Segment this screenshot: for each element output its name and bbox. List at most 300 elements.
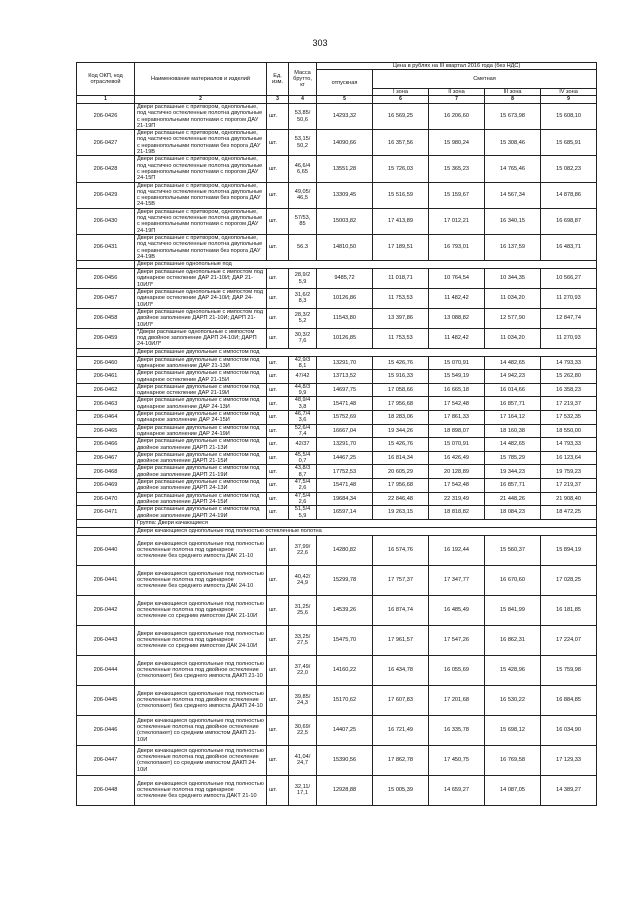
row-release-price: 14467,25 (317, 451, 373, 465)
row-unit: шт. (267, 565, 289, 595)
row-zone-1-price: 11 018,71 (373, 269, 429, 289)
row-unit: шт. (267, 685, 289, 715)
row-zone-1-price: 16 874,74 (373, 595, 429, 625)
row-zone-3-price: 12 577,90 (485, 308, 541, 328)
row-mass: 53,15/ 50,2 (289, 130, 317, 156)
group-title-body (77, 519, 597, 535)
row-code: 206-0447 (77, 745, 135, 775)
table-row (77, 424, 597, 438)
row-zone-4-price: 11 270,93 (541, 289, 597, 309)
row-zone-4-price: 16 483,71 (541, 234, 597, 260)
row-zone-4-price: 14 878,86 (541, 182, 597, 208)
row-code: 206-0469 (77, 479, 135, 493)
row-zone-3-price: 14 482,65 (485, 438, 541, 452)
row-unit: шт. (267, 625, 289, 655)
table-row (77, 104, 597, 130)
group-line-body (77, 261, 597, 269)
row-release-price: 14407,25 (317, 715, 373, 745)
row-mass: 33,25/ 27,5 (289, 625, 317, 655)
row-unit: шт. (267, 182, 289, 208)
group-line2-body (77, 348, 597, 356)
row-release-price: 11543,80 (317, 308, 373, 328)
row-zone-1-price: 15 916,33 (373, 370, 429, 384)
row-code: 206-0460 (77, 356, 135, 370)
row-name: Двери распашные двупольные с импостом под одинарное заполнение ДАР 24-15И (135, 411, 267, 425)
row-mass: 48,9/4 3,8 (289, 397, 317, 411)
row-name: Двери распашные с притвором, однопольные, под частично остекленные полотна двупольные с неравнопольными полотнами с порогом ДАУ 21-19П (135, 104, 267, 130)
row-code: 206-0461 (77, 370, 135, 384)
row-unit: шт. (267, 289, 289, 309)
row-zone-3-price: 18 084,23 (485, 506, 541, 520)
row-mass: 46,7/4 3,6 (289, 411, 317, 425)
row-zone-4-price: 17 129,33 (541, 745, 597, 775)
row-zone-1-price: 16 814,34 (373, 451, 429, 465)
row-zone-2-price: 16 426,49 (429, 451, 485, 465)
row-name: Двери распашные с притвором, однопольные, под частично остекленные полотна двупольные с неравнопольными полотнами с порогом ДАУ 24-19П (135, 208, 267, 234)
table-row (77, 383, 597, 397)
header-price-title: Цена в рублях на III квартал 2016 года (без НДС) (317, 63, 597, 70)
row-zone-3-price: 16 857,71 (485, 479, 541, 493)
row-release-price: 15475,70 (317, 625, 373, 655)
row-code: 206-0431 (77, 234, 135, 260)
row-name: Двери распашные двупольные с импостом под одинарное заполнение ДАР 24-13И (135, 397, 267, 411)
row-zone-4-price: 17 028,25 (541, 565, 597, 595)
row-zone-1-price: 17 956,68 (373, 397, 429, 411)
row-zone-3-price: 14 567,34 (485, 182, 541, 208)
row-zone-1-price: 17 413,89 (373, 208, 429, 234)
row-release-price: 15471,48 (317, 479, 373, 493)
row-zone-4-price: 15 894,19 (541, 535, 597, 565)
column-number: 1 (77, 96, 135, 104)
row-zone-2-price: 16 485,49 (429, 595, 485, 625)
row-zone-4-price: 11 270,93 (541, 328, 597, 348)
row-zone-4-price: 14 793,33 (541, 356, 597, 370)
row-zone-3-price: 14 087,05 (485, 775, 541, 805)
row-zone-4-price: 14 389,27 (541, 775, 597, 805)
row-zone-2-price: 16 206,60 (429, 104, 485, 130)
row-unit: шт. (267, 535, 289, 565)
row-release-price: 14697,75 (317, 383, 373, 397)
row-zone-1-price: 16 569,25 (373, 104, 429, 130)
row-unit: шт. (267, 411, 289, 425)
table-row (77, 565, 597, 595)
row-name: Двери качающиеся однопольные под полностью остекленные полотна под одинарное остекление без среднего импоста ДАКТ 21-10 (135, 775, 267, 805)
row-zone-1-price: 15 005,39 (373, 775, 429, 805)
row-zone-2-price: 11 482,42 (429, 289, 485, 309)
group-title: Группа: Двери качающиеся (135, 519, 597, 527)
row-release-price: 15471,48 (317, 397, 373, 411)
row-zone-1-price: 15 426,76 (373, 438, 429, 452)
column-number: 2 (135, 96, 267, 104)
row-release-price: 19684,34 (317, 492, 373, 506)
row-zone-1-price: 11 753,53 (373, 328, 429, 348)
row-zone-2-price: 17 542,48 (429, 479, 485, 493)
row-release-price: 15299,78 (317, 565, 373, 595)
row-code: 206-0462 (77, 383, 135, 397)
header-estimated-price: Сметная (373, 70, 597, 88)
row-zone-1-price: 17 058,66 (373, 383, 429, 397)
row-zone-2-price: 17 012,21 (429, 208, 485, 234)
table-row (77, 182, 597, 208)
table-row (77, 356, 597, 370)
row-mass: 47/42 (289, 370, 317, 384)
row-name: Двери распашные с притвором, однопольные, под частично остекленные полотна двупольные с неравнопольными полотнами с порогом ДАУ 24-15П (135, 156, 267, 182)
row-zone-4-price: 15 759,98 (541, 655, 597, 685)
column-number: 8 (485, 96, 541, 104)
row-zone-1-price: 16 434,78 (373, 655, 429, 685)
table-row (77, 745, 597, 775)
row-name: Двери распашные с притвором, однопольные, под частично остекленные полотна двупольные с неравнопольными полотнами без порога ДАУ 24-15В (135, 182, 267, 208)
row-code: 206-0426 (77, 104, 135, 130)
group-line-2: Двери распашные двупольные с импостом под (135, 348, 597, 356)
column-number: 4 (289, 96, 317, 104)
row-unit: шт. (267, 451, 289, 465)
row-zone-2-price: 14 659,27 (429, 775, 485, 805)
page-number: 303 (312, 38, 328, 48)
row-name: Двери распашные с притвором, однопольные, под частично остекленные полотна двупольные с неравнопольными полотнами без порога ДАУ 24-19В (135, 234, 267, 260)
row-zone-4-price: 17 219,37 (541, 397, 597, 411)
row-unit: шт. (267, 492, 289, 506)
row-unit: шт. (267, 775, 289, 805)
row-code: 206-0471 (77, 506, 135, 520)
table-row (77, 595, 597, 625)
row-release-price: 15170,62 (317, 685, 373, 715)
row-zone-2-price: 17 547,26 (429, 625, 485, 655)
table-row (77, 208, 597, 234)
row-unit: шт. (267, 208, 289, 234)
row-mass: 41,04/ 24,7 (289, 745, 317, 775)
row-zone-3-price: 16 014,66 (485, 383, 541, 397)
row-release-price: 14280,82 (317, 535, 373, 565)
row-zone-2-price: 16 793,01 (429, 234, 485, 260)
table-body-c (77, 356, 597, 519)
row-unit: шт. (267, 156, 289, 182)
row-zone-1-price: 15 426,76 (373, 356, 429, 370)
row-zone-2-price: 17 201,68 (429, 685, 485, 715)
row-zone-2-price: 15 980,24 (429, 130, 485, 156)
header-release-price: отпускная (317, 70, 373, 96)
row-unit: шт. (267, 370, 289, 384)
row-zone-2-price: 16 335,78 (429, 715, 485, 745)
row-zone-1-price: 17 961,57 (373, 625, 429, 655)
row-zone-3-price: 11 034,20 (485, 289, 541, 309)
row-name: Двери распашные двупольные с импостом под двойное заполнение ДАРП 24-15И (135, 492, 267, 506)
row-zone-2-price: 13 088,82 (429, 308, 485, 328)
row-release-price: 16597,14 (317, 506, 373, 520)
row-code: 206-0459 (77, 328, 135, 348)
row-zone-3-price: 15 841,99 (485, 595, 541, 625)
row-code: 206-0458 (77, 308, 135, 328)
header-code: Код ОКП, код отраслевой (77, 63, 135, 96)
row-zone-4-price: 14 793,33 (541, 438, 597, 452)
row-zone-3-price: 15 308,46 (485, 130, 541, 156)
row-zone-4-price: 12 847,74 (541, 308, 597, 328)
row-code: 206-0429 (77, 182, 135, 208)
row-unit: шт. (267, 269, 289, 289)
row-zone-2-price: 20 128,89 (429, 465, 485, 479)
row-unit: шт. (267, 595, 289, 625)
row-mass: 42,9/3 8,1 (289, 356, 317, 370)
row-zone-4-price: 10 566,27 (541, 269, 597, 289)
row-zone-1-price: 11 753,53 (373, 289, 429, 309)
row-release-price: 13309,45 (317, 182, 373, 208)
row-release-price: 14090,66 (317, 130, 373, 156)
row-zone-1-price: 17 607,83 (373, 685, 429, 715)
row-name: Двери распашные двупольные с импостом под двойное заполнение ДАРП 21-19И (135, 465, 267, 479)
row-zone-4-price: 16 698,87 (541, 208, 597, 234)
row-zone-3-price: 18 160,38 (485, 424, 541, 438)
row-name: Двери распашные двупольные с импостом под одинарное заполнение ДАР 21-13И (135, 356, 267, 370)
row-code: 206-0470 (77, 492, 135, 506)
row-mass: 28,9/2 5,9 (289, 269, 317, 289)
table-row (77, 492, 597, 506)
header-zone-3: III зона (485, 88, 541, 95)
row-mass: 47,5/4 2,6 (289, 492, 317, 506)
row-release-price: 14810,50 (317, 234, 373, 260)
group-subtitle: Двери качающиеся однопольные под полностью остекленные полотна (135, 527, 597, 535)
row-zone-3-price: 16 857,71 (485, 397, 541, 411)
row-zone-3-price: 14 482,65 (485, 356, 541, 370)
header-zone-4: IV зона (541, 88, 597, 95)
row-code: 206-0442 (77, 595, 135, 625)
table-row (77, 451, 597, 465)
row-zone-3-price: 16 137,59 (485, 234, 541, 260)
row-zone-2-price: 18 898,07 (429, 424, 485, 438)
row-zone-2-price: 11 482,42 (429, 328, 485, 348)
row-release-price: 10126,85 (317, 328, 373, 348)
row-zone-4-price: 15 262,80 (541, 370, 597, 384)
row-release-price: 15003,82 (317, 208, 373, 234)
row-zone-4-price: 21 908,40 (541, 492, 597, 506)
row-mass: 44,8/3 9,9 (289, 383, 317, 397)
row-code: 206-0440 (77, 535, 135, 565)
row-zone-2-price: 15 159,67 (429, 182, 485, 208)
row-code: 206-0457 (77, 289, 135, 309)
row-zone-3-price: 21 448,26 (485, 492, 541, 506)
row-name: Двери качающиеся однопольные под полностью остекленные полотна под двойное остекление (стеклопакет) со средним импостом ДАКП 24-10И (135, 745, 267, 775)
row-mass: 28,3/2 5,2 (289, 308, 317, 328)
row-zone-1-price: 13 397,86 (373, 308, 429, 328)
row-zone-2-price: 22 319,49 (429, 492, 485, 506)
column-number: 7 (429, 96, 485, 104)
row-release-price: 9485,72 (317, 269, 373, 289)
row-mass: 53,85/ 50,6 (289, 104, 317, 130)
row-zone-1-price: 16 357,56 (373, 130, 429, 156)
row-release-price: 13291,70 (317, 438, 373, 452)
row-zone-1-price: 16 574,76 (373, 535, 429, 565)
row-unit: шт. (267, 356, 289, 370)
row-zone-4-price: 16 123,64 (541, 451, 597, 465)
table-row (77, 328, 597, 348)
row-zone-3-price: 16 862,31 (485, 625, 541, 655)
row-zone-2-price: 10 764,54 (429, 269, 485, 289)
group-line: Двери распашные однопольные под (135, 261, 597, 269)
row-zone-3-price: 16 530,22 (485, 685, 541, 715)
row-mass: 49,05/ 46,5 (289, 182, 317, 208)
row-zone-2-price: 17 542,48 (429, 397, 485, 411)
table-row (77, 156, 597, 182)
row-zone-1-price: 20 605,29 (373, 465, 429, 479)
row-zone-1-price: 17 862,78 (373, 745, 429, 775)
row-release-price: 10126,86 (317, 289, 373, 309)
row-code: 206-0445 (77, 685, 135, 715)
row-name: Двери распашные двупольные с импостом под двойное заполнение ДАРП 21-15И (135, 451, 267, 465)
row-unit: шт. (267, 104, 289, 130)
row-code: 206-0448 (77, 775, 135, 805)
row-code: 206-0456 (77, 269, 135, 289)
row-zone-3-price: 15 785,29 (485, 451, 541, 465)
row-zone-2-price: 15 070,91 (429, 356, 485, 370)
row-release-price: 13291,70 (317, 356, 373, 370)
row-zone-4-price: 16 358,23 (541, 383, 597, 397)
row-name: Двери качающиеся однопольные под полностью остекленные полотна под одинарное остекление без среднего импоста ДАК 24-10 (135, 565, 267, 595)
row-release-price: 15390,56 (317, 745, 373, 775)
table-row (77, 655, 597, 685)
row-unit: шт. (267, 424, 289, 438)
row-code: 206-0441 (77, 565, 135, 595)
row-zone-4-price: 16 884,85 (541, 685, 597, 715)
row-mass: 30,69/ 22,5 (289, 715, 317, 745)
row-zone-1-price: 18 283,06 (373, 411, 429, 425)
row-zone-2-price: 16 192,44 (429, 535, 485, 565)
row-zone-1-price: 17 189,51 (373, 234, 429, 260)
row-unit: шт. (267, 479, 289, 493)
row-code: 206-0464 (77, 411, 135, 425)
row-mass: 37,49/ 22,0 (289, 655, 317, 685)
row-unit: шт. (267, 715, 289, 745)
table-row (77, 130, 597, 156)
row-name: Двери распашные с притвором, однопольные, под частично остекленные полотна двупольные с неравнопольными полотнами без порога ДАУ 21-19В (135, 130, 267, 156)
column-number: 3 (267, 96, 289, 104)
row-name: Двери распашные однопольные с импостом под двойное заполнение ДАРП 21-10И; ДАРП 21-10ИЛ* (135, 308, 267, 328)
row-zone-4-price: 19 759,23 (541, 465, 597, 479)
table-row (77, 234, 597, 260)
row-code: 206-0463 (77, 397, 135, 411)
row-unit: шт. (267, 655, 289, 685)
row-code: 206-0443 (77, 625, 135, 655)
row-mass: 47,5/4 2,6 (289, 479, 317, 493)
row-name: Двери качающиеся однопольные под полностью остекленные полотна под двойное остекление (стеклопакет) со средним импостом ДАКП 21-10И (135, 715, 267, 745)
table-row (77, 479, 597, 493)
row-mass: 30,3/2 7,6 (289, 328, 317, 348)
row-zone-3-price: 17 164,12 (485, 411, 541, 425)
row-release-price: 12928,88 (317, 775, 373, 805)
row-zone-4-price: 16 034,90 (541, 715, 597, 745)
row-release-price: 13551,28 (317, 156, 373, 182)
header-zone-1: I зона (373, 88, 429, 95)
row-mass: 32,11/ 17,1 (289, 775, 317, 805)
table-row (77, 411, 597, 425)
row-unit: шт. (267, 383, 289, 397)
row-release-price: 14160,22 (317, 655, 373, 685)
column-number: 6 (373, 96, 429, 104)
row-name: Двери распашные двупольные с импостом под одинарное остекление ДАР 21-15И (135, 370, 267, 384)
row-mass: 46,6/4 6,65 (289, 156, 317, 182)
row-zone-3-price: 16 769,58 (485, 745, 541, 775)
row-release-price: 15752,69 (317, 411, 373, 425)
row-mass: 51,5/4 5,9 (289, 506, 317, 520)
row-zone-3-price: 16 340,15 (485, 208, 541, 234)
row-code: 206-0468 (77, 465, 135, 479)
column-number-row (77, 96, 597, 104)
row-zone-1-price: 19 263,15 (373, 506, 429, 520)
row-mass: 31,25/ 25,6 (289, 595, 317, 625)
row-zone-2-price: 15 365,23 (429, 156, 485, 182)
row-code: 206-0467 (77, 451, 135, 465)
table-row (77, 269, 597, 289)
table-row (77, 438, 597, 452)
row-zone-2-price: 18 818,82 (429, 506, 485, 520)
row-mass: 40,42/ 24,9 (289, 565, 317, 595)
price-table (76, 62, 597, 806)
row-zone-3-price: 15 673,98 (485, 104, 541, 130)
row-zone-4-price: 18 550,00 (541, 424, 597, 438)
table-row (77, 685, 597, 715)
table-row (77, 465, 597, 479)
row-zone-1-price: 17 956,68 (373, 479, 429, 493)
table-body-a (77, 104, 597, 261)
row-name: Двери распашные двупольные с импостом под двойное заполнение ДАРП 21-13И (135, 438, 267, 452)
table-row (77, 715, 597, 745)
row-zone-4-price: 16 181,85 (541, 595, 597, 625)
row-name: Двери качающиеся однопольные под полностью остекленные полотна под одинарное остекление со средним импостом ДАК 24-10И (135, 625, 267, 655)
row-zone-4-price: 15 685,91 (541, 130, 597, 156)
row-zone-4-price: 17 224,07 (541, 625, 597, 655)
header-mass: Масса брутто, кг (289, 63, 317, 96)
row-zone-3-price: 15 560,37 (485, 535, 541, 565)
row-zone-2-price: 17 861,33 (429, 411, 485, 425)
row-zone-1-price: 19 344,26 (373, 424, 429, 438)
row-zone-2-price: 17 450,75 (429, 745, 485, 775)
table-body-b (77, 269, 597, 349)
row-unit: шт. (267, 130, 289, 156)
row-unit: шт. (267, 506, 289, 520)
table-row (77, 506, 597, 520)
table-row (77, 397, 597, 411)
row-zone-4-price: 17 532,35 (541, 411, 597, 425)
row-name: Двери качающиеся однопольные под полностью остекленные полотна под двойное остекление (стеклопакет) без среднего импоста ДАКП 21-10 (135, 655, 267, 685)
row-zone-1-price: 15 516,59 (373, 182, 429, 208)
row-mass: 43,8/3 8,7 (289, 465, 317, 479)
table-row (77, 535, 597, 565)
row-zone-4-price: 15 082,23 (541, 156, 597, 182)
table-row (77, 289, 597, 309)
row-name: Двери качающиеся однопольные под полностью остекленные полотна под двойное остекление (стеклопакет) без среднего импоста ДАКП 24-10 (135, 685, 267, 715)
row-release-price: 14539,26 (317, 595, 373, 625)
row-code: 206-0427 (77, 130, 135, 156)
row-name: Двери распашные двупольные с импостом под одинарное заполнение ДАР 24-19И (135, 424, 267, 438)
row-unit: шт. (267, 397, 289, 411)
row-name: *Двери распашные однопольные с импостом под двойное заполнение ДАРП 24-10И; ДАРП 24-10ИЛ* (135, 328, 267, 348)
row-mass: 52,6/4 7,4 (289, 424, 317, 438)
row-mass: 42/37 (289, 438, 317, 452)
row-unit: шт. (267, 328, 289, 348)
row-zone-3-price: 15 428,96 (485, 655, 541, 685)
row-zone-2-price: 16 665,18 (429, 383, 485, 397)
row-zone-2-price: 17 347,77 (429, 565, 485, 595)
table-body-d (77, 535, 597, 805)
row-mass: 37,99/ 22,6 (289, 535, 317, 565)
row-unit: шт. (267, 745, 289, 775)
column-number: 9 (541, 96, 597, 104)
table-row (77, 625, 597, 655)
row-zone-1-price: 22 846,48 (373, 492, 429, 506)
row-name: Двери распашные двупольные с импостом под одинарное остекление ДАР 21-19И (135, 383, 267, 397)
column-number: 5 (317, 96, 373, 104)
table-row (77, 370, 597, 384)
table-row (77, 308, 597, 328)
row-zone-1-price: 17 757,37 (373, 565, 429, 595)
